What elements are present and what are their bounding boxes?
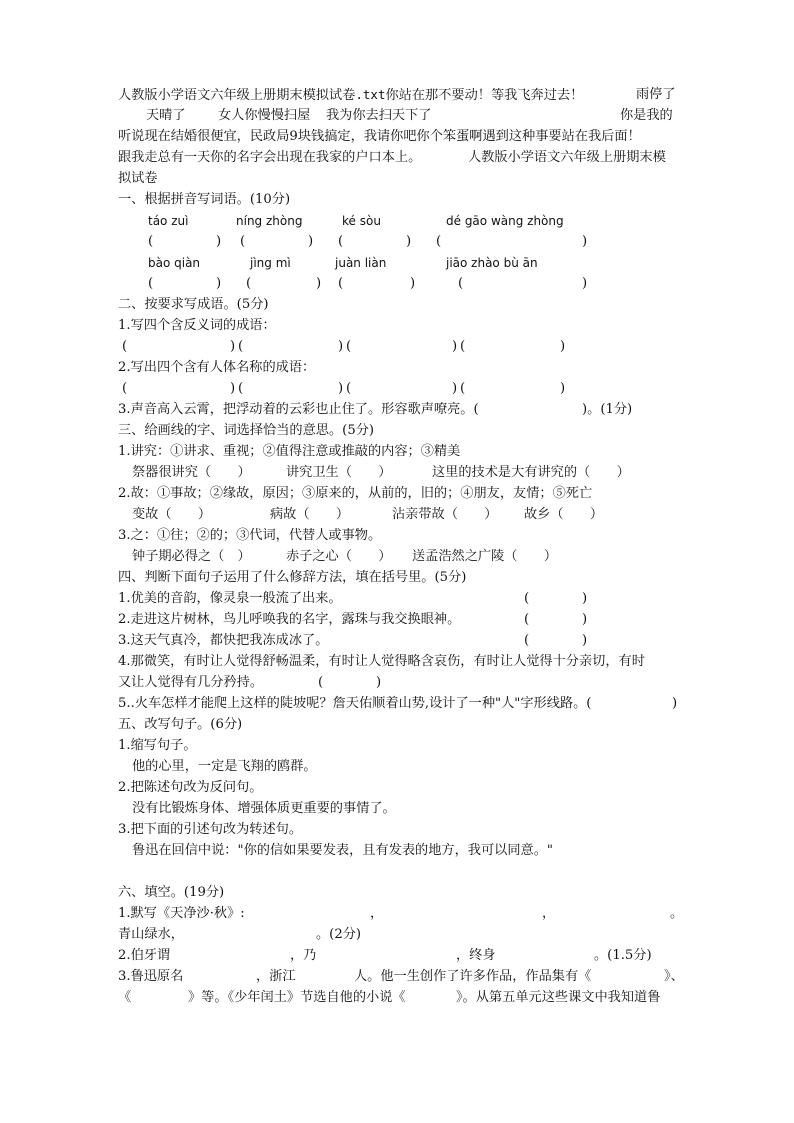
question: 3.把下面的引述句改为转述句。 (118, 822, 303, 837)
header-line-4: 跟我走总有一天你的名字会出现在我家的户口本上。 (118, 150, 422, 165)
sentence: 鲁迅在回信中说："你的信如果要发表，且有发表的地方，我可以同意。" (132, 843, 553, 858)
item: 这里的技术是大有讲究的（ ） (432, 465, 630, 480)
question: 2.故：①事故；②缘故，原因；③原来的，从前的，旧的；④朋友，友情；⑤死亡 (118, 486, 593, 501)
punct: ， (542, 906, 556, 921)
answer-paren-open: ( (238, 339, 244, 354)
sentence: 没有比锻炼身体、增强体质更重要的事情了。 (132, 801, 396, 816)
answer-paren-open: ( (458, 276, 464, 291)
answer-paren-close: ) (582, 612, 588, 627)
answer-paren-close: ) (452, 339, 458, 354)
item: 故乡（ ） (524, 507, 604, 522)
pinyin: táo zuì (148, 214, 189, 228)
answer-paren-open: ( (346, 381, 352, 396)
answer-paren-open: ( (338, 276, 344, 291)
question: 1.讲究：①讲求、重视；②值得注意或推敲的内容；③精美 (118, 444, 461, 459)
punct: ， (370, 906, 384, 921)
item: 沾亲带故（ ） (392, 507, 498, 522)
question: ，终身 (456, 948, 496, 963)
question: ，乃 (290, 948, 317, 963)
answer-paren-open: ( (436, 234, 442, 249)
header-text: 你是我的 (620, 108, 673, 123)
item: 讲究卫生（ ） (286, 465, 392, 480)
answer-paren-close: ) (560, 381, 566, 396)
answer-paren-close: ) (338, 381, 344, 396)
item: 赤子之心（ ） (286, 549, 392, 564)
section-6-title: 六、填空。(19分) (118, 885, 225, 900)
answer-paren-open: ( (240, 234, 246, 249)
answer-paren-open: ( (148, 234, 154, 249)
header-text: 天晴了 (146, 108, 186, 123)
question: ，浙江 (256, 969, 296, 984)
answer-paren-open: ( (246, 276, 252, 291)
question: 1.缩写句子。 (118, 738, 197, 753)
section-2-title: 二、按要求写成语。(5分) (118, 297, 269, 312)
file-ext: .txt (355, 87, 386, 102)
answer-paren-open: ( (122, 381, 128, 396)
answer-paren-open: ( (524, 591, 530, 606)
sentence: 他的心里，一定是飞翔的鸥群。 (132, 759, 317, 774)
question: 1.优美的音韵，像灵泉一般流了出来。 (118, 591, 342, 606)
header-line-3: 听说现在结婚很便宜，民政局9块钱搞定，我请你吧你个笨蛋啊遇到这种事要站在我后面！ (118, 129, 641, 144)
question: )。(1分) (582, 402, 633, 417)
section-3-title: 三、给画线的字、词选择恰当的意思。(5分) (118, 423, 375, 438)
question: 3.鲁迅原名 (118, 969, 184, 984)
pinyin: dé gāo wàng zhòng (446, 214, 564, 228)
answer-paren-close: ) (216, 234, 222, 249)
item: 变故（ ） (132, 507, 212, 522)
answer-paren-open: ( (460, 381, 466, 396)
punct: 。 (670, 906, 684, 921)
question: 1.默写《天净沙·秋》: (118, 906, 245, 921)
answer-paren-close: ) (216, 276, 222, 291)
question: 3.这天气真冷，都快把我冻成冰了。 (118, 633, 329, 648)
answer-paren-close: ) (338, 339, 344, 354)
question: 2.写出四个含有人体名称的成语： (118, 360, 316, 375)
item: 病故（ ） (270, 507, 350, 522)
header-text: 雨停了 (636, 87, 676, 102)
answer-paren-open: ( (238, 381, 244, 396)
question: 1.写四个含反义词的成语： (118, 318, 276, 333)
question: 。(2分) (316, 927, 362, 942)
answer-paren-close: ) (316, 276, 322, 291)
question: 2.伯牙谓 (118, 948, 171, 963)
answer-paren-close: ) (452, 381, 458, 396)
answer-paren-close: ) (672, 696, 678, 711)
answer-paren-close: ) (410, 276, 416, 291)
question: 人。他一生创作了许多作品，作品集有《 (354, 969, 592, 984)
section-4-title: 四、判断下面句子运用了什么修辞方法，填在括号里。(5分) (118, 570, 467, 585)
header-text: 我为你去扫天下了 (326, 108, 432, 123)
pinyin: níng zhòng (236, 214, 303, 228)
pinyin: jìng mì (250, 256, 291, 270)
item: 祭器很讲究（ ） (132, 465, 251, 480)
answer-paren-close: ) (582, 633, 588, 648)
question: 2.把陈述句改为反问句。 (118, 780, 263, 795)
header-line-1 (118, 86, 583, 105)
pinyin: bào qiàn (148, 256, 201, 270)
item: 钟子期必得之（ ） (132, 549, 251, 564)
answer-paren-close: ) (582, 591, 588, 606)
answer-paren-close: ) (230, 381, 236, 396)
header-text: 女人你慢慢扫屋 (218, 108, 311, 123)
question: 3.之：①往；②的；③代词，代替人或事物。 (118, 528, 382, 543)
answer-paren-close: ) (376, 675, 382, 690)
answer-paren-close: ) (560, 339, 566, 354)
doc-title: 人教版小学语文六年级上册期末模拟试卷 (118, 88, 356, 103)
answer-paren-close: ) (582, 276, 588, 291)
question: 2.走进这片树林，鸟儿呼唤我的名字，露珠与我交换眼神。 (118, 612, 461, 627)
pinyin: juàn liàn (335, 256, 387, 270)
question: 又让人觉得有几分矜持。 (118, 675, 264, 690)
question: 》等。《少年闰土》节选自他的小说《 (188, 990, 406, 1005)
pinyin: jiāo zhào bù ān (446, 256, 538, 270)
answer-paren-open: ( (122, 339, 128, 354)
question: 3.声音高入云霄，把浮动着的云彩也止住了。形容歌声嘹亮。( (118, 402, 479, 417)
section-1-title: 一、根据拼音写词语。(10分) (118, 192, 291, 207)
answer-paren-open: ( (338, 234, 344, 249)
question: 青山绿水， (118, 927, 184, 942)
question: 4.那微笑，有时让人觉得舒畅温柔，有时让人觉得略含哀伤，有时让人觉得十分亲切，有时 (118, 654, 645, 669)
section-5-title: 五、改写句子。(6分) (118, 717, 243, 732)
item: 送孟浩然之广陵（ ） (412, 549, 558, 564)
question: 》、 (664, 969, 684, 984)
answer-paren-open: ( (460, 339, 466, 354)
answer-paren-open: ( (524, 633, 530, 648)
answer-paren-close: ) (406, 234, 412, 249)
answer-paren-open: ( (524, 612, 530, 627)
answer-paren-open: ( (318, 675, 324, 690)
question: 》。从第五单元这些课文中我知道鲁 (456, 990, 661, 1005)
header-line-5: 拟试卷 (118, 171, 158, 186)
answer-paren-close: ) (230, 339, 236, 354)
answer-paren-open: ( (346, 339, 352, 354)
pinyin: ké sòu (342, 214, 381, 228)
question: 。(1.5分) (594, 948, 652, 963)
question: 5..火车怎样才能爬上这样的陡坡呢？詹天佑顺着山势,设计了一种"人"字形线路。( (118, 696, 592, 711)
question: 《 (118, 990, 132, 1005)
answer-paren-open: ( (148, 276, 154, 291)
header-text: 人教版小学语文六年级上册期末模 (468, 150, 666, 165)
answer-paren-close: ) (308, 234, 314, 249)
answer-paren-close: ) (582, 234, 588, 249)
header-text: 你站在那不要动！等我飞奔过去！ (385, 88, 584, 103)
